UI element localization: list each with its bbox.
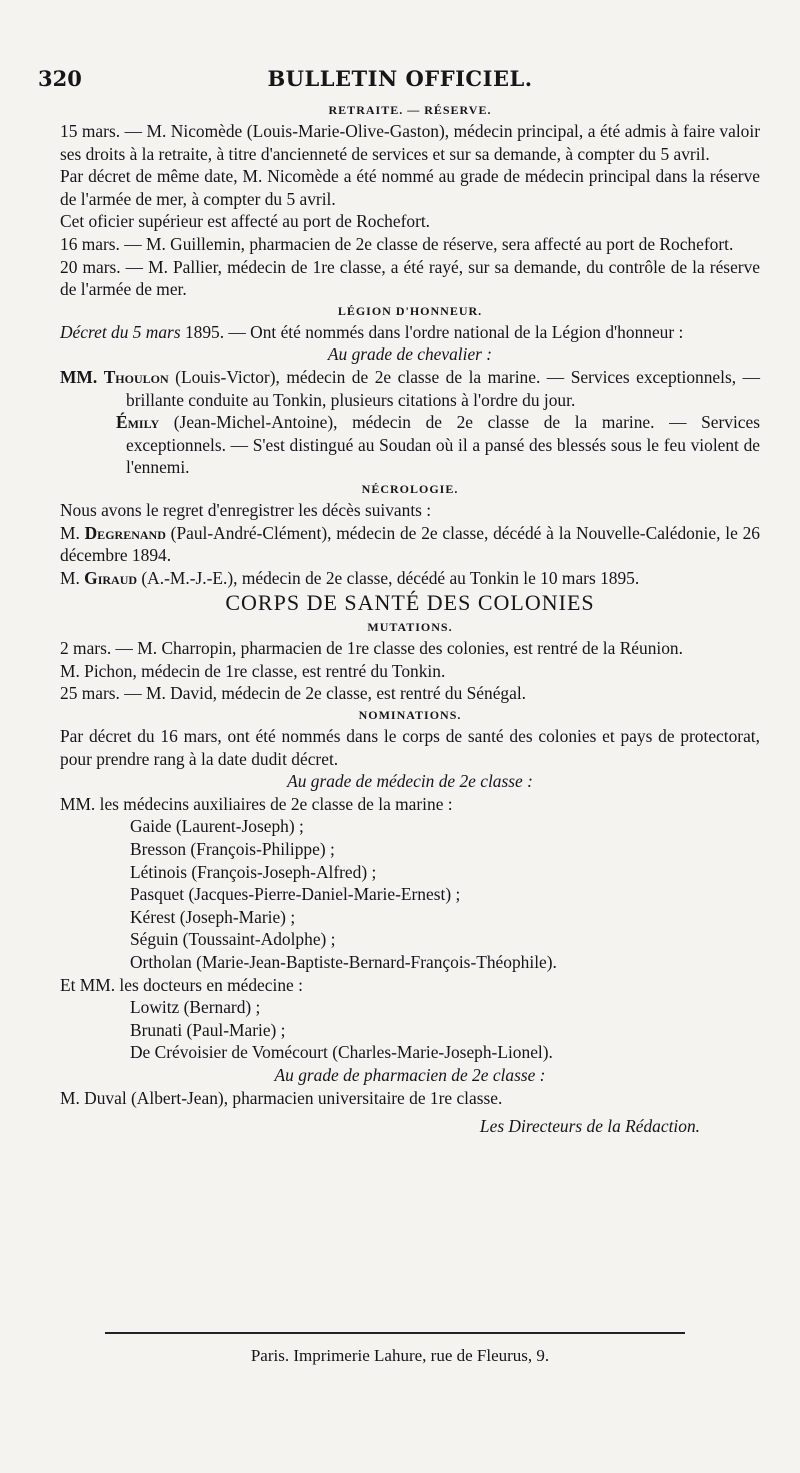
list-item: Pasquet (Jacques-Pierre-Daniel-Marie-Ernest) ; [130, 884, 461, 905]
list-item: Lowitz (Bernard) ; [130, 997, 261, 1018]
running-title: BULLETIN OFFICIEL. [267, 66, 533, 91]
paragraph: Par décret de même date, M. Nicomède a été nommé au grade de médecin principal dans la réserve de l'armée de mer, à compter du 5 avril. [60, 166, 760, 209]
document-body [60, 100, 760, 1138]
list-item: De Crévoisier de Vomécourt (Charles-Marie-Joseph-Lionel). [130, 1042, 553, 1063]
paragraph: 2 mars. — M. Charropin, pharmacien de 1re classe des colonies, est rentré de la Réunion. [60, 638, 683, 659]
entry-text: (Paul-André-Clément), médecin de 2e classe, décédé à la Nouvelle-Calédonie, le 26 décembre 1894. [60, 522, 760, 566]
paragraph: Par décret du 16 mars, ont été nommés dans le corps de santé des colonies et pays de protectorat, pour prendre rang à la date dudit décret. [60, 726, 760, 769]
paragraph: 16 mars. — M. Guillemin, pharmacien de 2e classe de réserve, sera affecté au port de Rochefort. [60, 233, 734, 254]
section-heading-retraite: RETRAITE. — RÉSERVE. [328, 103, 492, 117]
list-item: Gaide (Laurent-Joseph) ; [130, 816, 304, 837]
m-prefix: M. [60, 522, 80, 543]
list-item: Kérest (Joseph-Marie) ; [130, 906, 296, 927]
entry-text: (Jean-Michel-Antoine), médecin de 2e classe de la marine. — Services exceptionnels. — S'est distingué au Soudan où il a pansé des blessés sous le feu violent de l'ennemi. [126, 412, 760, 478]
grade-heading: Au grade de pharmacien de 2e classe : [274, 1064, 546, 1085]
paragraph: Nous avons le regret d'enregistrer les décès suivants : [60, 499, 432, 520]
paragraph: Et MM. les docteurs en médecine : [60, 974, 303, 995]
entry-text: (Louis-Victor), médecin de 2e classe de la marine. — Services exceptionnels, — brillante conduite au Tonkin, plusieurs citations à l'ordre du jour. [126, 366, 760, 410]
legion-entry [60, 411, 760, 479]
list-item: Ortholan (Marie-Jean-Baptiste-Bernard-François-Théophile). [130, 952, 557, 972]
grade-heading: Au grade de médecin de 2e classe : [287, 771, 533, 792]
footer-rule [105, 1332, 685, 1334]
decree-text: 1895. — Ont été nommés dans l'ordre national de la Légion d'honneur : [180, 321, 684, 342]
paragraph: Cet oficier supérieur est affecté au port de Rochefort. [60, 211, 431, 232]
person-name: Émily [116, 412, 160, 433]
subsection-heading-nominations: NOMINATIONS. [358, 708, 462, 723]
paragraph [60, 321, 760, 344]
person-name: Degrenand [84, 522, 166, 543]
obituary-entry [60, 567, 760, 590]
paragraph: MM. les médecins auxiliaires de 2e classe de la marine : [60, 793, 453, 814]
m-prefix: M. [60, 567, 80, 588]
paragraph: 15 mars. — M. Nicomède (Louis-Marie-Olive-Gaston), médecin principal, a été admis à faire valoir ses droits à la retraite, à titre d'ancienneté de services et sur sa demande, à compter du 5 avril. [60, 121, 760, 164]
section-heading-necrologie: NÉCROLOGIE. [361, 481, 459, 496]
list-item: Séguin (Toussaint-Adolphe) ; [130, 929, 336, 950]
page-number: 320 [38, 66, 82, 91]
entry-text: (A.-M.-J.-E.), médecin de 2e classe, décédé au Tonkin le 10 mars 1895. [137, 567, 640, 588]
paragraph: M. Duval (Albert-Jean), pharmacien universitaire de 1re classe. [60, 1087, 503, 1108]
person-name: Thoulon [103, 366, 169, 387]
signature: Les Directeurs de la Rédaction. [479, 1116, 700, 1137]
obituary-entry [60, 522, 760, 567]
person-name: Giraud [84, 567, 138, 588]
list-item: Bresson (François-Philippe) ; [130, 839, 335, 860]
grade-heading: Au grade de chevalier : [327, 344, 493, 365]
subsection-heading-mutations: MUTATIONS. [367, 620, 453, 635]
legion-entry [60, 366, 760, 411]
page-header [38, 66, 762, 91]
list-item: Létinois (François-Joseph-Alfred) ; [130, 861, 377, 882]
paragraph: M. Pichon, médecin de 1re classe, est rentré du Tonkin. [60, 660, 446, 681]
imprint-line: Paris. Imprimerie Lahure, rue de Fleurus, 9. [250, 1346, 550, 1365]
section-heading-legion: LÉGION D'HONNEUR. [337, 303, 483, 318]
decree-date: Décret du 5 mars [60, 321, 181, 342]
list-item: Brunati (Paul-Marie) ; [130, 1019, 286, 1040]
paragraph: 20 mars. — M. Pallier, médecin de 1re classe, a été rayé, sur sa demande, du contrôle de la réserve de l'armée de mer. [60, 256, 760, 300]
section-heading-colonies: CORPS DE SANTÉ DES COLONIES [225, 590, 595, 616]
mm-prefix: MM. [60, 366, 98, 387]
paragraph: 25 mars. — M. David, médecin de 2e classe, est rentré du Sénégal. [60, 683, 527, 704]
